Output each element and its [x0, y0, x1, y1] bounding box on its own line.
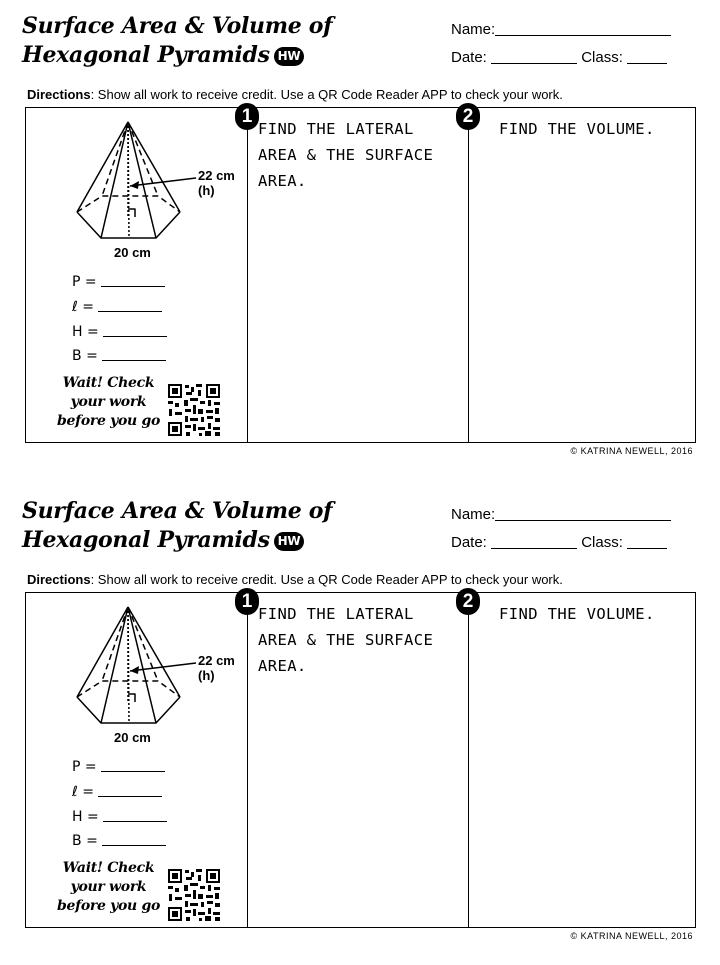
equals-sign: =	[86, 348, 98, 364]
slant-height-field[interactable]	[72, 784, 162, 800]
base-edge-label: 20 cm	[114, 730, 151, 745]
answer-blank[interactable]	[103, 809, 167, 822]
copyright: © KATRINA NEWELL, 2016	[570, 931, 693, 941]
height-symbol: (h)	[198, 183, 215, 198]
problem-box	[25, 592, 696, 928]
answer-blank[interactable]	[102, 833, 166, 846]
class-blank[interactable]	[627, 48, 667, 64]
equals-sign: =	[86, 833, 98, 849]
equals-sign: =	[86, 324, 99, 340]
base-area-field[interactable]	[72, 833, 166, 849]
answer-blank[interactable]	[101, 759, 165, 772]
height-field[interactable]	[72, 324, 167, 340]
height-label	[198, 168, 235, 198]
var-p: P	[72, 274, 81, 290]
date-label: Date:	[451, 534, 487, 551]
equals-sign: =	[86, 809, 99, 825]
date-class-field	[451, 533, 667, 551]
class-label: Class:	[581, 49, 623, 66]
equals-sign: =	[84, 274, 97, 290]
hw-badge: HW	[274, 47, 305, 66]
title-line-2: Hexagonal Pyramids	[22, 42, 270, 68]
check-work-note	[46, 374, 171, 431]
column-divider	[468, 593, 469, 927]
check-line-2: your work	[70, 879, 147, 895]
var-l: ℓ	[72, 784, 78, 800]
name-field[interactable]	[451, 505, 671, 523]
date-blank[interactable]	[491, 48, 577, 64]
var-h: H	[72, 809, 83, 825]
worksheet-title	[22, 497, 432, 555]
class-label: Class:	[581, 534, 623, 551]
height-value: 22 cm	[198, 168, 235, 183]
equals-sign: =	[84, 759, 97, 775]
answer-blank[interactable]	[102, 348, 166, 361]
var-b: B	[72, 348, 82, 364]
worksheet-bottom	[0, 485, 720, 965]
height-label	[198, 653, 235, 683]
date-label: Date:	[451, 49, 487, 66]
question-number-1: 1	[235, 103, 259, 130]
question-number-1: 1	[235, 588, 259, 615]
qr-code-icon[interactable]	[167, 383, 221, 437]
answer-blank[interactable]	[98, 784, 162, 797]
question-2-prompt: FIND THE VOLUME.	[499, 120, 655, 138]
base-area-field[interactable]	[72, 348, 166, 364]
date-class-field	[451, 48, 667, 66]
worksheet-top	[0, 0, 720, 480]
worksheet-title	[22, 12, 432, 70]
answer-blank[interactable]	[98, 299, 162, 312]
answer-blank[interactable]	[103, 324, 167, 337]
column-divider	[247, 108, 248, 442]
question-1-prompt: FIND THE LATERAL AREA & THE SURFACE AREA.	[258, 605, 434, 675]
directions	[27, 572, 563, 587]
class-blank[interactable]	[627, 533, 667, 549]
height-value: 22 cm	[198, 653, 235, 668]
column-divider	[468, 108, 469, 442]
var-p: P	[72, 759, 81, 775]
title-line-1: Surface Area & Volume of	[22, 498, 333, 524]
var-h: H	[72, 324, 83, 340]
name-field[interactable]	[451, 20, 671, 38]
slant-height-field[interactable]	[72, 299, 162, 315]
name-label: Name:	[451, 506, 496, 523]
base-edge-label: 20 cm	[114, 245, 151, 260]
equals-sign: =	[82, 299, 94, 315]
height-field[interactable]	[72, 809, 167, 825]
name-blank[interactable]	[495, 20, 671, 36]
question-number-2: 2	[456, 103, 480, 130]
name-label: Name:	[451, 21, 496, 38]
problem-box	[25, 107, 696, 443]
date-blank[interactable]	[491, 533, 577, 549]
check-line-1: Wait! Check	[62, 375, 155, 391]
directions-label: Directions	[27, 572, 91, 587]
var-l: ℓ	[72, 299, 78, 315]
copyright: © KATRINA NEWELL, 2016	[570, 446, 693, 456]
title-line-1: Surface Area & Volume of	[22, 13, 333, 39]
var-b: B	[72, 833, 82, 849]
column-divider	[247, 593, 248, 927]
question-number-2: 2	[456, 588, 480, 615]
name-blank[interactable]	[495, 505, 671, 521]
title-line-2: Hexagonal Pyramids	[22, 527, 270, 553]
hw-badge: HW	[274, 532, 305, 551]
check-work-note	[46, 859, 171, 916]
qr-code-icon[interactable]	[167, 868, 221, 922]
perimeter-field[interactable]	[72, 274, 165, 290]
directions-text: : Show all work to receive credit. Use a QR Code Reader APP to check your work.	[90, 572, 563, 587]
directions-label: Directions	[27, 87, 91, 102]
directions-text: : Show all work to receive credit. Use a QR Code Reader APP to check your work.	[90, 87, 563, 102]
height-symbol: (h)	[198, 668, 215, 683]
check-line-3: before you go	[57, 898, 160, 914]
check-line-3: before you go	[57, 413, 160, 429]
perimeter-field[interactable]	[72, 759, 165, 775]
check-line-2: your work	[70, 394, 147, 410]
answer-blank[interactable]	[101, 274, 165, 287]
directions	[27, 87, 563, 102]
equals-sign: =	[82, 784, 94, 800]
question-2-prompt: FIND THE VOLUME.	[499, 605, 655, 623]
check-line-1: Wait! Check	[62, 860, 155, 876]
question-1-prompt: FIND THE LATERAL AREA & THE SURFACE AREA.	[258, 120, 434, 190]
